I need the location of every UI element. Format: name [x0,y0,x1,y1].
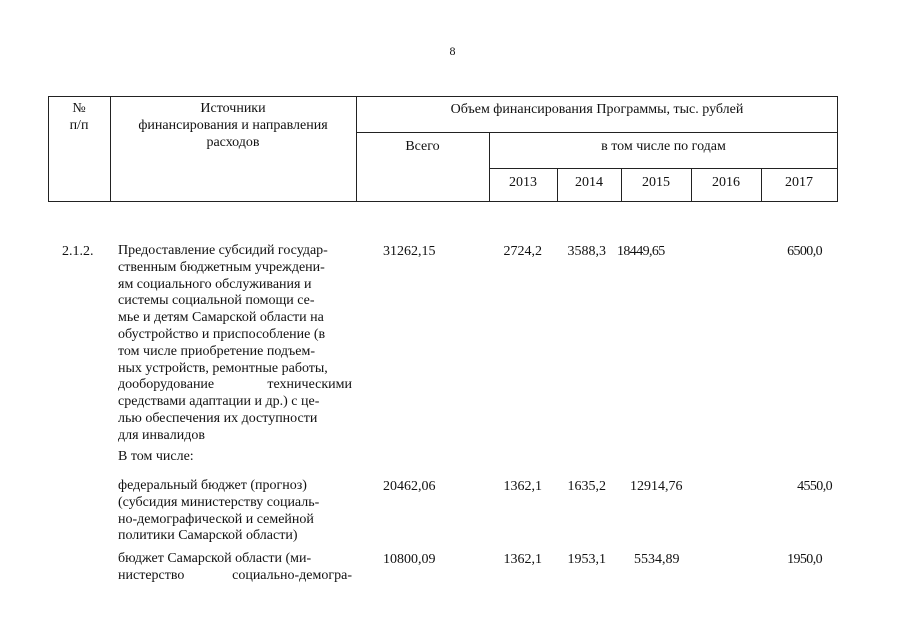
row-desc-line: ям социального обслуживания и [118,276,312,292]
row-desc-line: но-демографической и семейной [118,511,314,527]
row-total: 31262,15 [383,244,436,259]
row-desc-line: (субсидия министерству социаль- [118,494,320,510]
row-total: 20462,06 [383,479,436,494]
header-col-source-line3: расходов [206,135,260,150]
row-number: 2.1.2. [62,244,94,259]
row-desc-line: системы социальной помощи се- [118,293,315,309]
header-col-source [110,100,356,151]
row-2013: 1362,1 [503,479,542,494]
table-header [48,96,838,202]
row-description [118,551,352,585]
subheading: В том числе: [118,449,194,464]
row-2017: 6500,0 [787,244,822,259]
header-year-2015: 2015 [642,175,670,190]
row-desc-line: дооборудование техническими [118,377,352,393]
row-desc-line: политики Самарской области) [118,528,298,544]
header-col-source-line1: Источники [200,101,266,116]
header-year-2014: 2014 [575,175,603,190]
row-2014: 3588,3 [567,244,606,259]
header-year-2013: 2013 [509,175,537,190]
header-volume-underline [356,132,838,133]
row-description [118,478,352,545]
header-col-total: Всего [405,139,440,154]
header-year-2016: 2016 [712,175,740,190]
page-number: 8 [449,44,456,58]
row-total: 10800,09 [383,552,436,567]
row-2014: 1635,2 [567,479,606,494]
row-2017: 1950,0 [787,552,822,567]
row-2015: 12914,76 [630,479,683,494]
row-desc-line: ственным бюджетным учреждени- [118,259,325,275]
row-desc-line: федеральный бюджет (прогноз) [118,478,307,493]
row-2015: 5534,89 [634,552,680,567]
row-desc-line: том числе приобретение подъем- [118,343,316,359]
header-col-source-line2: финансирования и направления [138,118,328,133]
header-col-num [48,100,110,134]
row-desc-line: бюджет Самарской области (ми- [118,551,312,566]
row-desc-line: лью обеспечения их доступности [118,410,318,426]
header-years-underline [489,168,838,169]
header-col-by-years: в том числе по годам [601,139,726,154]
row-description [118,243,352,445]
header-year-2017: 2017 [785,175,813,190]
row-desc-line: ных устройств, ремонтные работы, [118,360,328,376]
header-col-num-line2: п/п [69,118,89,133]
row-2015: 18449,65 [617,244,665,259]
row-desc-line: обустройство и приспособление (в [118,326,326,342]
header-top-border [48,96,838,97]
row-2013: 1362,1 [503,552,542,567]
row-desc-line: Предоставление субсидий государ- [118,243,328,258]
header-col-num-line1: № [72,101,86,116]
row-2017: 4550,0 [797,479,832,494]
row-2014: 1953,1 [567,552,606,567]
row-desc-line: мье и детям Самарской области на [118,310,324,326]
header-col-volume: Объем финансирования Программы, тыс. рублей [450,102,744,117]
row-desc-line: нистерство социально-демогра- [118,567,352,583]
row-2013: 2724,2 [503,244,542,259]
row-desc-line: для инвалидов [118,427,206,443]
row-desc-line: средствами адаптации и др.) с це- [118,394,320,410]
header-bottom-border [48,201,838,202]
